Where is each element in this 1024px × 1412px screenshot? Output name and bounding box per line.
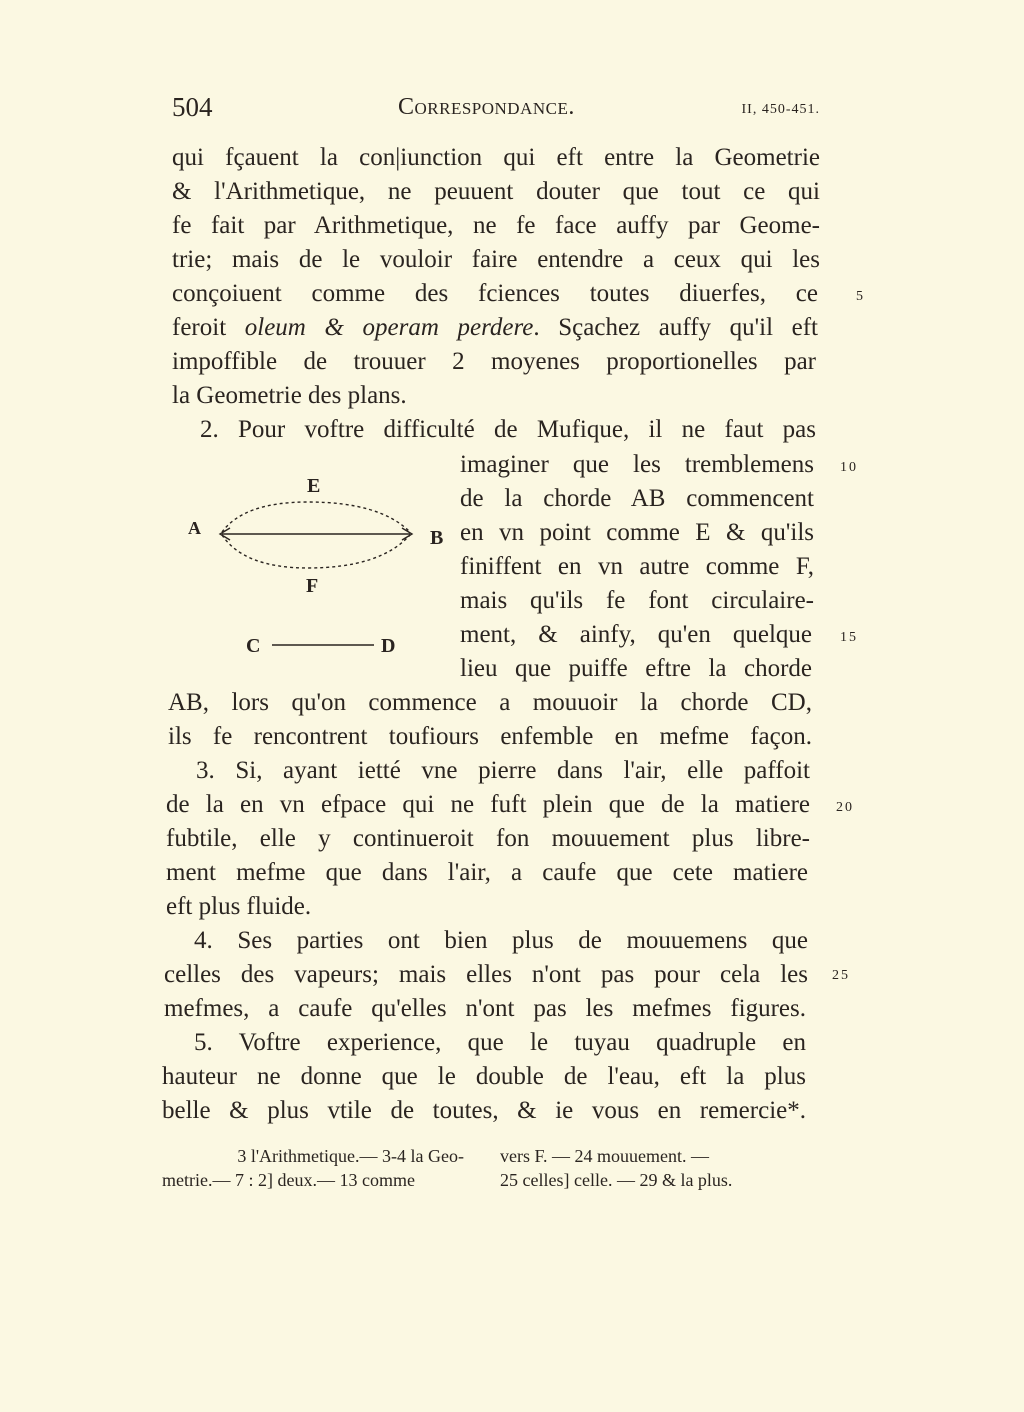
line-number: 5 — [856, 289, 865, 304]
note-line: 3 l'Arithmetique.— 3-4 la Geo- — [237, 1146, 464, 1166]
text-segment: feroit — [172, 314, 245, 341]
text-line: de la en vn efpace qui ne fuft plein que de la matiere — [166, 791, 810, 818]
page-number: 504 — [172, 92, 213, 122]
text-line: la Geometrie des plans. — [172, 382, 407, 409]
text-line: mais qu'ils fe font circulaire- — [460, 587, 814, 614]
line-number: 20 — [836, 800, 854, 815]
text-line: fe fait par Arithmetique, ne fe face auffy par Geome- — [172, 212, 820, 239]
text-line: 4. Ses parties ont bien plus de mouuemens que — [194, 927, 808, 954]
text-segment: . Sçachez auffy qu'il eft — [533, 314, 819, 341]
text-line: mefmes, a caufe qu'elles n'ont pas les mefmes figures. — [164, 995, 806, 1022]
upper-arc — [222, 502, 410, 532]
text-line: impoffible de trouuer 2 moyenes proportionelles par — [172, 348, 816, 375]
volume-reference: II, 450-451. — [741, 102, 820, 117]
latin-phrase: oleum & operam perdere — [244, 314, 534, 341]
text-line: celles des vapeurs; mais elles n'ont pas pour cela les — [164, 961, 808, 988]
variant-notes-left — [162, 1144, 464, 1192]
label-f: F — [306, 575, 319, 597]
label-c: C — [246, 635, 261, 657]
variant-notes-right — [500, 1144, 805, 1192]
label-a: A — [188, 518, 201, 538]
text-line: en vn point comme E & qu'ils — [460, 519, 814, 546]
text-line: imaginer que les tremblemens — [460, 451, 814, 478]
text-line: qui fçauent la con|iunction qui eft entre la Geometrie — [172, 144, 820, 171]
text-line: ment, & ainfy, qu'en quelque — [460, 621, 812, 648]
text-line: finiffent en vn autre comme F, — [460, 553, 814, 580]
line-number: 25 — [832, 968, 850, 983]
note-line: vers F. — 24 mouuement. — — [500, 1146, 710, 1166]
running-header — [170, 92, 820, 126]
text-line: belle & plus vtile de toutes, & ie vous en remercie*. — [162, 1097, 806, 1124]
text-line: & l'Arithmetique, ne peuuent douter que tout ce qui — [172, 178, 820, 205]
label-d: D — [381, 635, 396, 657]
text-line: ment mefme que dans l'air, a caufe que cete matiere — [166, 859, 808, 886]
note-line: metrie.— 7 : 2] deux.— 13 comme — [162, 1170, 415, 1190]
text-line: ils fe rencontrent toufiours enfemble en mefme façon. — [168, 723, 812, 750]
text-line: eft plus fluide. — [166, 893, 312, 920]
text-line: AB, lors qu'on commence a mouuoir la chorde CD, — [168, 689, 812, 716]
text-line: 3. Si, ayant ietté vne pierre dans l'air, elle paffoit — [196, 757, 810, 784]
text-line: fubtile, elle y continueroit fon mouuement plus libre- — [166, 825, 810, 852]
text-line: lieu que puiffe eftre la chorde — [460, 655, 812, 682]
text-line: hauteur ne donne que le double de l'eau, eft la plus — [162, 1063, 806, 1090]
text-line: conçoiuent comme des fciences toutes diuerfes, ce — [172, 280, 818, 307]
line-number: 10 — [840, 460, 858, 475]
note-line: 25 celles] celle. — 29 & la plus. — [500, 1170, 733, 1190]
label-b: B — [430, 527, 444, 549]
vibrating-string-figure — [180, 468, 444, 668]
label-e: E — [307, 475, 321, 497]
string-diagram — [180, 468, 444, 668]
line-number: 15 — [840, 630, 858, 645]
text-line: 2. Pour voftre difficulté de Mufique, il ne faut pas — [200, 416, 816, 443]
text-line — [172, 313, 818, 343]
text-line: de la chorde AB commencent — [460, 485, 814, 512]
text-line: trie; mais de le vouloir faire entendre a ceux qui les — [172, 246, 820, 273]
text-line: 5. Voftre experience, que le tuyau quadruple en — [194, 1029, 806, 1056]
page-title: Correspondance. — [398, 94, 575, 120]
lower-arc — [222, 535, 410, 568]
